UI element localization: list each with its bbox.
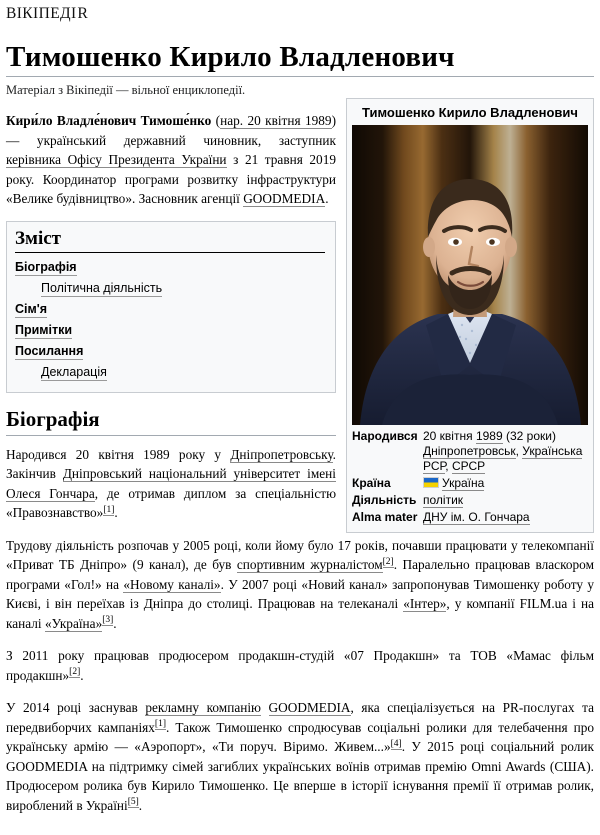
p4-reference-2[interactable] (391, 739, 402, 750)
alma-mater-link[interactable]: ДНУ ім. О. Гончара (423, 510, 530, 524)
sep-1: , (515, 444, 523, 458)
toc-item-references[interactable] (15, 342, 325, 361)
p4-ref3-label[interactable]: [5] (127, 797, 139, 808)
p1-link-university[interactable]: Дніпровський національний університет імені Олеся Гончара (6, 466, 336, 501)
infobox-value-country (423, 475, 588, 492)
p4-link-advertising-company[interactable]: рекламну компанію (145, 700, 261, 715)
lead-agency-link[interactable]: GOODMEDIA (243, 191, 326, 206)
p3-t1: З 2011 року працював продюсером продакшн-студій «07 Продакшн» та ТОВ «Мамас фільм продакшн» (6, 648, 594, 683)
p1-t3: , де отримав диплом за спеціальністю «Правознавство» (6, 485, 336, 520)
country-link[interactable]: Україна (442, 476, 485, 490)
infobox-label-born: Народився (352, 429, 418, 443)
toc-link-declaration[interactable]: Декларація (41, 364, 107, 379)
toc-item-political-activity[interactable] (15, 279, 325, 298)
p1-t4: . (114, 505, 118, 520)
site-subtitle: Матеріал з Вікіпедії — вільної енциклопедії. (6, 83, 246, 97)
biography-paragraph-1 (6, 445, 336, 523)
p4-t6: . (138, 797, 143, 813)
lead-paragraph (6, 111, 336, 209)
table-of-contents (6, 221, 336, 393)
infobox-row-country (352, 475, 588, 492)
toc-link-biography[interactable]: Біографія (15, 259, 77, 274)
p2-t5: . (113, 615, 117, 631)
title-divider (6, 76, 594, 77)
p2-reference-2[interactable] (102, 615, 113, 626)
p4-t5: . У 2015 році соціальний ролик GOODMEDIA на підтримку сімей загиблих українських воїнів отримав премію Omni Awards (США). Продюсером ролика був Кирило Тимошенко. Це вперше в історії існування премії її отримав ролик, вироблений в Україні (6, 739, 594, 813)
p4-reference-3[interactable] (128, 797, 139, 808)
toc-item-notes[interactable] (15, 321, 325, 340)
wikipedia-logo[interactable] (6, 4, 594, 24)
toc-item-biography[interactable] (15, 258, 325, 277)
p1-link-dnipropetrovsk[interactable]: Дніпропетровську (230, 446, 333, 462)
infobox-value-born (423, 428, 588, 475)
logo-flipped-letter: Я (76, 5, 88, 22)
p2-link-inter[interactable]: «Інтер» (403, 596, 447, 611)
page-title: Тимошенко Кирило Владленович (6, 41, 455, 73)
toc-link-political-activity[interactable]: Політична діяльність (41, 280, 163, 295)
toc-link-notes[interactable]: Примітки (15, 322, 73, 337)
p1-reference-1[interactable] (103, 505, 114, 516)
toc-link-family[interactable]: Сім'я (15, 301, 48, 316)
infobox-title: Тимошенко Кирило Владленович (362, 105, 578, 120)
toc-item-declaration[interactable] (15, 363, 325, 382)
lead-tail: . (325, 191, 329, 206)
section-divider (6, 435, 336, 436)
p2-link-novyi-kanal[interactable]: «Новому каналі» (123, 576, 221, 592)
toc-list (15, 258, 325, 382)
ukraine-flag-icon (423, 477, 439, 488)
p4-ref2-label[interactable]: [4] (390, 738, 402, 749)
lead-born-link[interactable]: нар. 20 квітня 1989 (220, 113, 332, 128)
p2-ref1-label[interactable]: [2] (382, 556, 394, 567)
p2-link-sports-journalist[interactable]: спортивним журналістом (236, 557, 383, 572)
infobox-row-occupation (352, 492, 588, 509)
lead-bold-name: Кири́ло Владле́нович Тимоше́нко (6, 113, 212, 128)
p3-reference-1[interactable] (69, 667, 80, 678)
birthplace-country-link[interactable]: СРСР (451, 459, 486, 473)
birthplace-republic-link[interactable]: Українська РСР (423, 444, 583, 473)
p2-t3: . У 2007 році «Новий канал» запропонував Тимошенку роботу у Києві, і він переїхав із Дніпра до столиці. Працював на телеканалі (6, 576, 594, 611)
p1-t1: Народився 20 квітня 1989 року у (6, 446, 231, 462)
infobox-portrait-image (352, 125, 588, 425)
biography-paragraph-3 (6, 646, 594, 685)
infobox (346, 98, 594, 533)
infobox-row-born (352, 428, 588, 475)
toc-item-family[interactable] (15, 300, 325, 319)
lead-office-link[interactable]: керівника Офісу Президента України (6, 152, 227, 167)
section-heading-biography: Біографія (6, 406, 100, 431)
lead-paren-open: ( (211, 113, 221, 128)
toc-link-references[interactable]: Посилання (15, 343, 84, 358)
p3-ref1-label[interactable]: [2] (69, 667, 81, 678)
infobox-label-country: Країна (352, 476, 391, 490)
born-age: (32 роки) (502, 429, 556, 443)
lead-paren-close: ) — український державний чиновник, заступник (6, 113, 336, 148)
born-year-link[interactable]: 1989 (475, 429, 503, 443)
toc-title: Зміст (15, 228, 325, 253)
p1-t2: . Закінчив (6, 446, 336, 481)
p4-t1: У 2014 році заснував (6, 700, 146, 715)
p4-t4: . Також Тимошенко спродюсував соціальні ролики для телебачення про українську армію — «Аэропорт», «Ти поруч. Віримо. Живем...» (6, 719, 594, 754)
lead-after-office: з 21 травня 2019 року. Координатор програми розвитку інфраструктури «Велике будівництво». Засновник агенції (6, 152, 337, 206)
logo-text: ВІКІПЕДІ (6, 5, 77, 22)
p1-ref1-label[interactable]: [1] (103, 504, 115, 515)
p2-t4: , у компанії FILM.ua і на каналі (6, 596, 594, 631)
birthplace-city-link[interactable]: Дніпропетровськ (423, 444, 516, 458)
p3-t2: . (80, 667, 84, 683)
infobox-label-alma-mater: Alma mater (352, 510, 418, 524)
p2-t2: . Паралельно працював власкором програми «Гол!» на (6, 557, 594, 592)
p2-reference-1[interactable] (383, 557, 394, 568)
p2-t1: Трудову діяльність розпочав у 2005 році, коли йому було 17 років, почавши працювати у телекомпанії «Приват ТБ Дніпро» (9 канал), де був (6, 537, 594, 572)
p4-link-goodmedia[interactable]: GOODMEDIA (268, 700, 351, 715)
p2-link-ukraina[interactable]: «Україна» (44, 615, 103, 631)
p4-t2 (261, 700, 269, 715)
birthplace (423, 444, 588, 474)
infobox-row-alma-mater (352, 509, 588, 526)
p4-ref1-label[interactable]: [1] (154, 719, 166, 730)
sep-2: , (445, 459, 452, 473)
biography-paragraph-2 (6, 536, 594, 634)
infobox-rows (352, 428, 588, 526)
p4-reference-1[interactable] (155, 719, 166, 730)
infobox-value-alma-mater (423, 509, 588, 526)
infobox-label-occupation: Діяльність (352, 493, 417, 507)
p2-ref2-label[interactable]: [3] (102, 615, 114, 626)
occupation-link[interactable]: політик (423, 493, 464, 507)
biography-paragraph-4 (6, 698, 594, 815)
p4-t3: , яка спеціалізується на PR-послугах та передвиборчих кампаніях (6, 700, 594, 735)
infobox-value-occupation (423, 492, 588, 509)
born-date-prefix: 20 квітня (423, 429, 476, 443)
